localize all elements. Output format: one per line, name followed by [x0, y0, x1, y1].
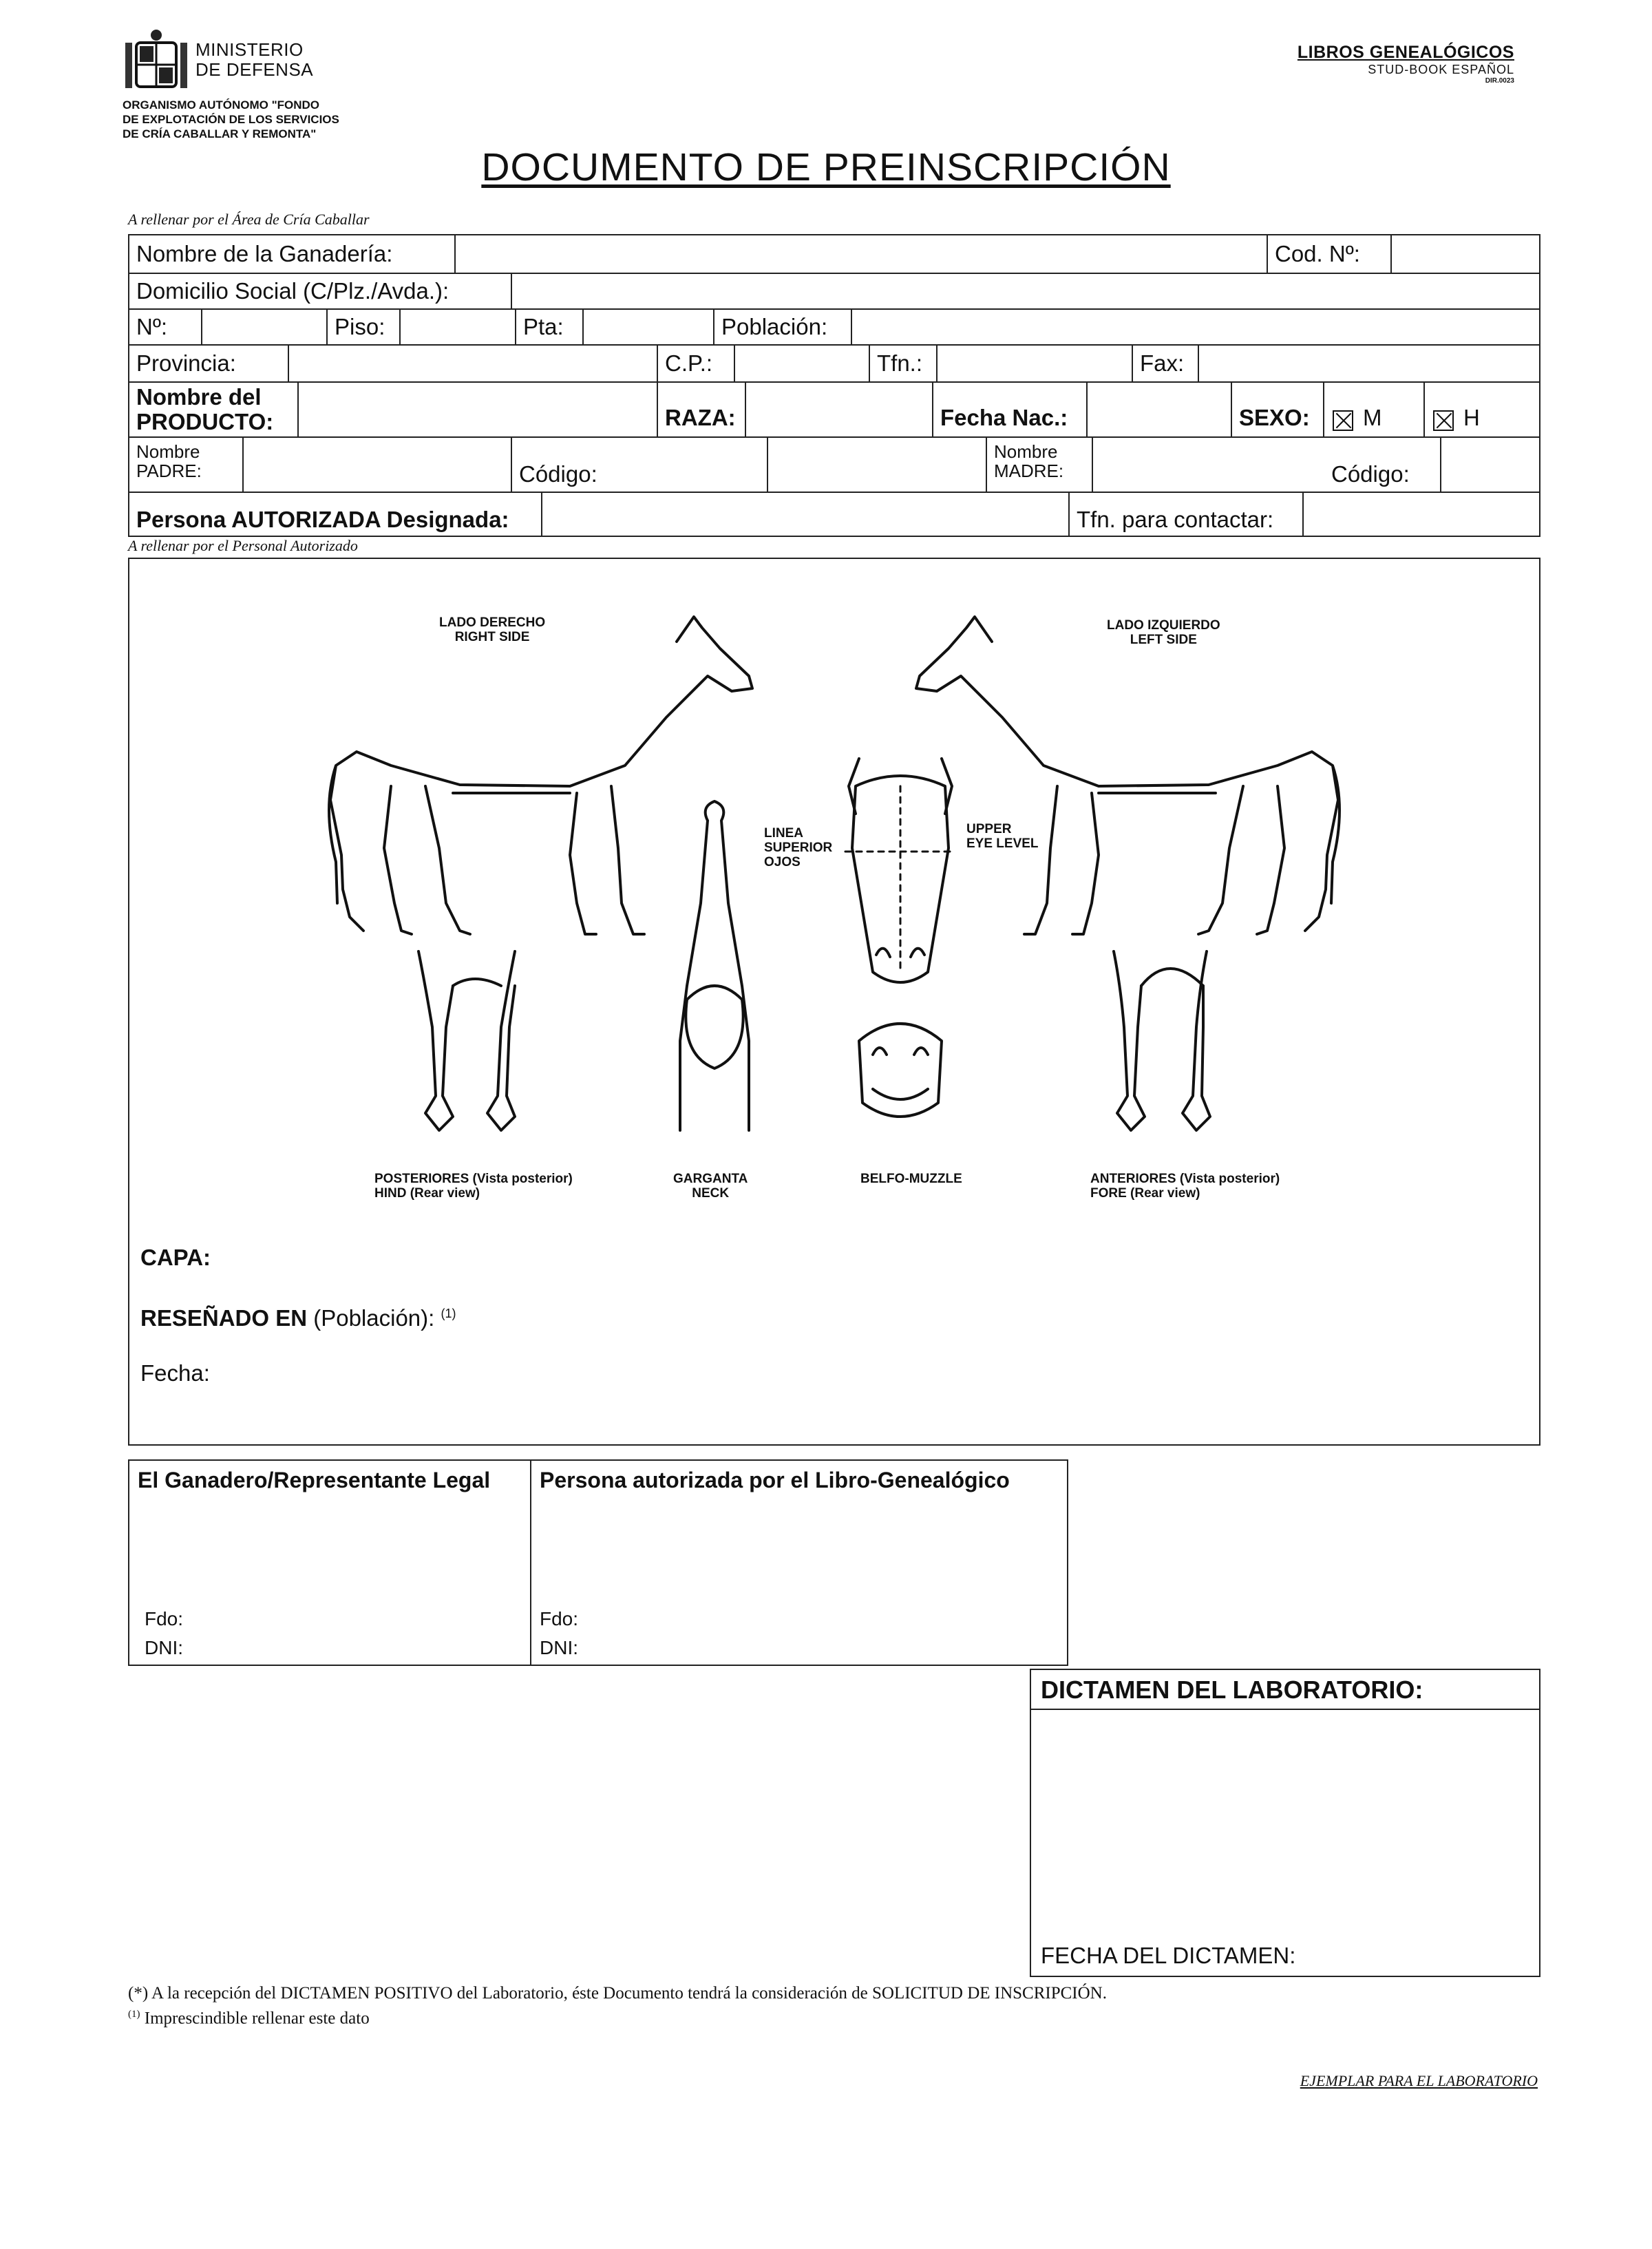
- piso-field[interactable]: [401, 310, 516, 344]
- padre-label: [129, 438, 244, 492]
- left-side-text: LEFT SIDE: [1130, 633, 1197, 647]
- tfn-field[interactable]: [938, 346, 1133, 381]
- ganadero-dni-label: DNI:: [145, 1637, 183, 1658]
- neck-throat-icon: [680, 801, 749, 1130]
- cod-field[interactable]: [1392, 235, 1540, 273]
- note-area-cria: A rellenar por el Área de Cría Caballar: [128, 211, 370, 228]
- padre-label-line1: Nombre: [136, 441, 200, 462]
- resenado-footnote-mark: (1): [441, 1307, 456, 1320]
- org-line-2: DE EXPLOTACIÓN DE LOS SERVICIOS: [123, 113, 339, 126]
- lado-derecho-text: LADO DERECHO: [439, 615, 546, 630]
- footer-note-2-mark: (1): [128, 2009, 140, 2020]
- org-line-3: DE CRÍA CABALLAR Y REMONTA": [123, 127, 317, 140]
- dictamen-title: DICTAMEN DEL LABORATORIO:: [1031, 1670, 1539, 1710]
- row-ganaderia: [129, 235, 1539, 274]
- ministry-line-1: MINISTERIO: [195, 39, 304, 60]
- fax-label: Fax:: [1133, 346, 1199, 381]
- checkbox-m-icon[interactable]: [1333, 410, 1353, 431]
- label-right-side: [439, 615, 545, 644]
- row-provincia: [129, 346, 1539, 383]
- cp-label: C.P.:: [658, 346, 735, 381]
- madre-field[interactable]: [1093, 438, 1324, 492]
- ganaderia-label: Nombre de la Ganadería:: [129, 235, 456, 273]
- horse-diagram: [129, 559, 1539, 1179]
- provincia-label: Provincia:: [129, 346, 289, 381]
- persona-autorizada-field[interactable]: [542, 493, 1070, 536]
- fore-legs-icon: [1114, 951, 1210, 1130]
- organism-name: [123, 98, 339, 141]
- sexo-m-option[interactable]: [1324, 383, 1425, 436]
- note-personal-autorizado: A rellenar por el Personal Autorizado: [128, 537, 358, 554]
- madre-label-line2: MADRE:: [994, 461, 1064, 481]
- cod-label: Cod. Nº:: [1268, 235, 1392, 273]
- label-belfo: [860, 1172, 962, 1186]
- producto-label-line2: PRODUCTO:: [136, 409, 274, 434]
- head-front-icon: [845, 759, 955, 982]
- belfo-text: BELFO-MUZZLE: [860, 1172, 962, 1186]
- row-producto: [129, 383, 1539, 438]
- horse-right-side-icon: [329, 617, 752, 934]
- label-upper-eye-level: [966, 822, 1039, 851]
- num-label: Nº:: [129, 310, 202, 344]
- posteriores-text-2: HIND (Rear view): [374, 1186, 480, 1201]
- anteriores-text-2: FORE (Rear view): [1090, 1186, 1200, 1201]
- ejemplar-label: EJEMPLAR PARA EL LABORATORIO: [1300, 2072, 1538, 2089]
- footer-note-1: [128, 1984, 1505, 2003]
- footer-note-1-mark: (*): [128, 1984, 149, 2003]
- horse-left-side-icon: [916, 617, 1339, 934]
- madre-codigo-label: Código:: [1324, 438, 1441, 492]
- coat-of-arms-logo: [123, 28, 190, 95]
- sexo-h-option[interactable]: [1425, 383, 1540, 436]
- signatures-box: [128, 1459, 1068, 1666]
- piso-label: Piso:: [328, 310, 401, 344]
- padre-codigo-field[interactable]: [768, 438, 987, 492]
- resenado-label: [140, 1305, 456, 1331]
- poblacion-field[interactable]: [852, 310, 1540, 344]
- dictamen-laboratorio-box[interactable]: [1030, 1669, 1540, 1977]
- persona-fdo-label: Fdo:: [540, 1608, 579, 1629]
- producto-label: [129, 383, 299, 436]
- raza-field[interactable]: [746, 383, 933, 436]
- document-title: DOCUMENTO DE PREINSCRIPCIÓN: [481, 145, 1171, 189]
- hind-legs-icon: [419, 951, 515, 1130]
- madre-codigo-field[interactable]: [1441, 438, 1540, 492]
- registration-form-grid: [128, 234, 1540, 537]
- persona-dni-label: DNI:: [540, 1637, 578, 1658]
- org-line-1: ORGANISMO AUTÓNOMO "FONDO: [123, 98, 320, 112]
- row-autorizada: [129, 493, 1539, 536]
- ganadero-title: El Ganadero/Representante Legal: [138, 1468, 491, 1492]
- num-field[interactable]: [202, 310, 328, 344]
- padre-field[interactable]: [244, 438, 512, 492]
- right-side-text: RIGHT SIDE: [454, 630, 530, 644]
- ganadero-signature-cell[interactable]: [129, 1461, 531, 1665]
- sexo-m-label: M: [1363, 405, 1382, 430]
- libros-genealogicos-block: [1298, 43, 1514, 85]
- tfn-contactar-label: Tfn. para contactar:: [1070, 493, 1304, 536]
- garganta-text-1: GARGANTA: [673, 1172, 748, 1186]
- label-left-side: [1107, 618, 1220, 647]
- fecha-nac-field[interactable]: [1088, 383, 1232, 436]
- row-direccion: [129, 310, 1539, 346]
- poblacion-label: Población:: [714, 310, 852, 344]
- producto-field[interactable]: [299, 383, 658, 436]
- pta-label: Pta:: [516, 310, 584, 344]
- resenado-rest-text: (Población):: [313, 1305, 435, 1331]
- madre-label: [987, 438, 1093, 492]
- domicilio-field[interactable]: [512, 274, 1540, 308]
- ministry-line-2: DE DEFENSA: [195, 59, 314, 80]
- linea-text-1: LINEA: [764, 826, 803, 841]
- footer-note-1-text: A la recepción del DICTAMEN POSITIVO del Laboratorio, éste Documento tendrá la consideración de SOLICITUD DE INSCRIPCIÓN.: [151, 1984, 1107, 2003]
- madre-label-line1: Nombre: [994, 441, 1058, 462]
- garganta-text-2: NECK: [692, 1186, 730, 1201]
- muzzle-icon: [859, 1024, 942, 1117]
- capa-label: CAPA:: [140, 1245, 211, 1270]
- persona-autorizada-signature-cell[interactable]: [531, 1461, 1068, 1665]
- cp-field[interactable]: [735, 346, 870, 381]
- tfn-contactar-field[interactable]: [1304, 493, 1540, 536]
- sexo-label: SEXO:: [1232, 383, 1324, 436]
- upper-text-1: UPPER: [966, 822, 1012, 836]
- label-posteriores: [374, 1172, 573, 1201]
- horse-sketch-section: [128, 558, 1540, 1446]
- provincia-field[interactable]: [289, 346, 658, 381]
- ministry-name: [195, 40, 313, 80]
- sexo-h-label: H: [1463, 405, 1480, 430]
- padre-codigo-label: Código:: [512, 438, 768, 492]
- fecha-dictamen-label: FECHA DEL DICTAMEN:: [1041, 1943, 1296, 1968]
- row-padres: [129, 438, 1539, 493]
- linea-text-2: SUPERIOR: [764, 841, 833, 855]
- persona-autorizada-label: Persona AUTORIZADA Designada:: [129, 493, 542, 536]
- domicilio-label: Domicilio Social (C/Plz./Avda.):: [129, 274, 512, 308]
- linea-text-3: OJOS: [764, 855, 801, 869]
- fecha-label: Fecha:: [140, 1360, 210, 1386]
- ganadero-fdo-label: Fdo:: [145, 1608, 184, 1629]
- fecha-nac-label: Fecha Nac.:: [933, 383, 1088, 436]
- raza-label: RAZA:: [658, 383, 746, 436]
- producto-label-line1: Nombre del: [136, 384, 262, 410]
- footer-note-2-text: Imprescindible rellenar este dato: [144, 2009, 370, 2028]
- label-linea-superior: [764, 826, 832, 869]
- padre-label-line2: PADRE:: [136, 461, 202, 481]
- resenado-bold-text: RESEÑADO EN: [140, 1305, 308, 1331]
- lado-izquierdo-text: LADO IZQUIERDO: [1107, 618, 1220, 633]
- pta-field[interactable]: [584, 310, 714, 344]
- posteriores-text-1: POSTERIORES (Vista posterior): [374, 1172, 573, 1186]
- anteriores-text-1: ANTERIORES (Vista posterior): [1090, 1172, 1280, 1186]
- libros-title: LIBROS GENEALÓGICOS: [1297, 43, 1514, 62]
- row-domicilio: [129, 274, 1539, 310]
- fax-field[interactable]: [1199, 346, 1540, 381]
- footer-note-2: [128, 2009, 370, 2028]
- upper-text-2: EYE LEVEL: [966, 836, 1039, 851]
- label-anteriores: [1090, 1172, 1280, 1201]
- libros-code: DIR.0023: [1485, 77, 1514, 85]
- persona-autorizada-title: Persona autorizada por el Libro-Genealógico: [540, 1468, 1010, 1492]
- tfn-label: Tfn.:: [870, 346, 938, 381]
- libros-subtitle: STUD-BOOK ESPAÑOL: [1368, 63, 1514, 76]
- checkbox-h-icon[interactable]: [1433, 410, 1454, 431]
- label-garganta: [673, 1172, 748, 1201]
- ganaderia-field[interactable]: [456, 235, 1268, 273]
